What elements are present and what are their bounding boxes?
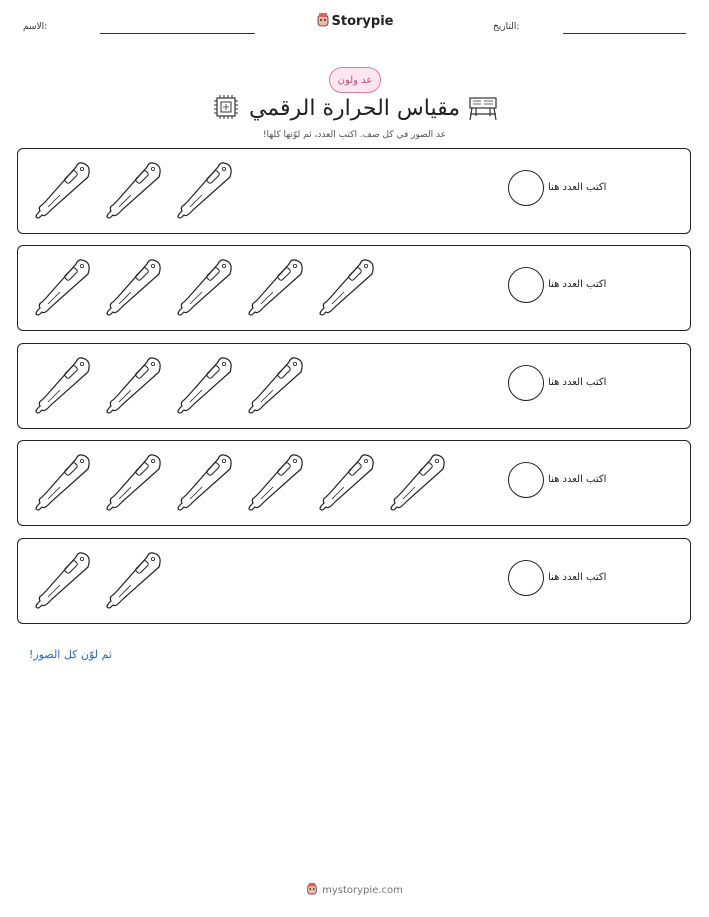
thermometer-icon xyxy=(36,163,89,218)
answer-prompt: اكتب العدد هنا xyxy=(548,182,607,193)
thermometer-icon xyxy=(249,260,302,315)
thermometer-icon xyxy=(36,455,89,510)
site-footer xyxy=(0,882,709,896)
mascot-icon xyxy=(306,882,318,896)
count-row-4 xyxy=(17,440,691,526)
answer-prompt: اكتب العدد هنا xyxy=(548,474,607,485)
page-title: مقياس الحرارة الرقمي xyxy=(248,96,461,121)
answer-prompt: اكتب العدد هنا xyxy=(548,377,607,388)
answer-circle[interactable] xyxy=(508,170,544,206)
thermometer-icon xyxy=(178,163,231,218)
thermometer-icon xyxy=(249,455,302,510)
thermometer-icon xyxy=(107,163,160,218)
instructions: عد الصور في كل صف. اكتب العدد، ثم لوّنها كلها! xyxy=(262,130,447,140)
color-instruction: ثم لوّن كل الصور! xyxy=(29,648,112,661)
name-label: الاسم: xyxy=(23,22,48,32)
answer-prompt: اكتب العدد هنا xyxy=(548,279,607,290)
thermometer-icon xyxy=(107,260,160,315)
answer-circle[interactable] xyxy=(508,462,544,498)
desk-icon xyxy=(467,92,499,122)
activity-badge: عد ولون xyxy=(329,67,381,93)
count-row-2 xyxy=(17,245,691,331)
thermometer-icon xyxy=(36,358,89,413)
count-row-5 xyxy=(17,538,691,624)
site-url: mystorypie.com xyxy=(322,885,403,896)
answer-circle[interactable] xyxy=(508,560,544,596)
answer-circle[interactable] xyxy=(508,365,544,401)
brand xyxy=(0,12,709,29)
count-row-3 xyxy=(17,343,691,429)
thermometer-icon xyxy=(107,455,160,510)
count-row-1 xyxy=(17,148,691,234)
brand-name: Storypie xyxy=(331,14,394,29)
thermometer-icon xyxy=(107,358,160,413)
thermometer-icon xyxy=(320,260,373,315)
mascot-icon xyxy=(316,12,330,28)
thermometer-icon xyxy=(36,553,89,608)
date-line[interactable] xyxy=(563,33,686,34)
name-line[interactable] xyxy=(100,33,255,34)
thermometer-icon xyxy=(36,260,89,315)
thermometer-icon xyxy=(391,455,444,510)
date-label: التاريخ: xyxy=(493,22,520,32)
thermometer-icon xyxy=(320,455,373,510)
thermometer-icon xyxy=(178,455,231,510)
thermometer-icon xyxy=(178,358,231,413)
thermometer-icon xyxy=(249,358,302,413)
thermometer-icon xyxy=(178,260,231,315)
thermometer-icon xyxy=(107,553,160,608)
answer-prompt: اكتب العدد هنا xyxy=(548,572,607,583)
answer-circle[interactable] xyxy=(508,267,544,303)
